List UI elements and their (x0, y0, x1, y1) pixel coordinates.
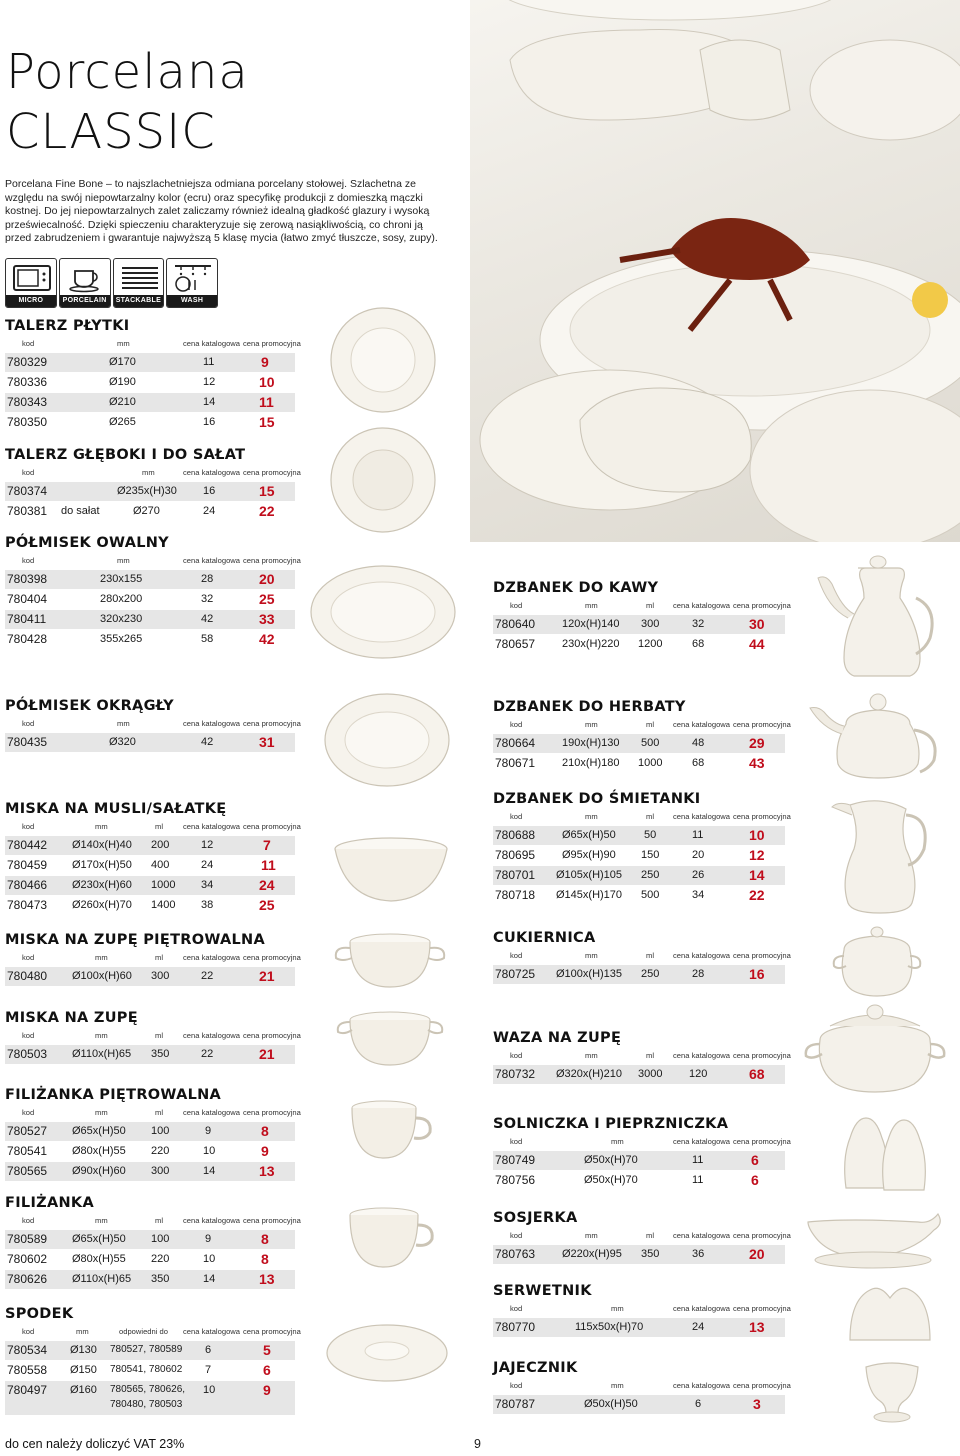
section-dzbanek-smietanki (493, 791, 791, 906)
table-header: kod mm cena katalogowa cena promocyjna (22, 556, 301, 565)
wash-label: WASH (167, 295, 217, 307)
salt-pepper-image (834, 1112, 934, 1194)
table-row: 780671 210x(H)180 1000 68 43 (495, 755, 765, 771)
table-row: 780640 120x(H)140 300 32 30 (493, 615, 785, 634)
salad-bowl-image (332, 835, 450, 905)
porcelain-label: PORCELAIN (60, 295, 110, 307)
table-row: 780695 Ø95x(H)90 150 20 12 (495, 847, 765, 863)
section-waza (493, 1030, 791, 1085)
table-row: 780374 Ø235x(H)30 16 15 (5, 482, 295, 501)
table-row: 780497 Ø160 780565, 780626, 780480, 780503 10 9 (5, 1381, 295, 1415)
section-title: TALERZ PŁYTKI (5, 318, 130, 334)
table-header: kod mm ml cena katalogowa cena promocyjna (510, 951, 791, 960)
table-row: 780336 Ø190 12 10 (7, 374, 275, 390)
table-row: 780657 230x(H)220 1200 68 44 (495, 636, 765, 652)
table-header: kod mm cena katalogowa cena promocyjna (22, 468, 301, 477)
table-row: 780749 Ø50x(H)70 11 6 (493, 1151, 785, 1170)
table-header: kod mm cena katalogowa cena promocyjna (510, 1304, 791, 1313)
section-polmisek-okragly (5, 698, 301, 753)
table-row: 780503 Ø110x(H)65 350 22 21 (5, 1045, 295, 1064)
table-row: 780602 Ø80x(H)55 220 10 8 (7, 1251, 269, 1267)
table-row: 780350 Ø265 16 15 (7, 414, 275, 430)
table-row: 780381 do sałat Ø270 24 22 (7, 503, 275, 519)
dishwasher-icon (173, 262, 213, 294)
table-row: 780688 Ø65x(H)50 50 11 10 (493, 826, 785, 845)
stack-cup-image (340, 1098, 440, 1168)
section-sosjerka (493, 1210, 791, 1265)
section-title: PÓŁMISEK OKRĄGŁY (5, 698, 174, 714)
saucer-image (322, 1318, 452, 1388)
table-row: 780435 Ø320 42 31 (5, 733, 295, 752)
section-title: FILIŻANKA PIĘTROWALNA (5, 1087, 222, 1103)
table-row: 780718 Ø145x(H)170 500 34 22 (495, 887, 765, 903)
section-title: MISKA NA MUSLI/SAŁATKĘ (5, 801, 227, 817)
section-miska-zupe-pietrowa (5, 932, 301, 987)
teapot-image (806, 684, 951, 784)
table-header: kod mm ml cena katalogowa cena promocyjna (510, 1051, 791, 1060)
table-row: 780527 Ø65x(H)50 100 9 8 (5, 1122, 295, 1141)
section-dzbanek-kawy (493, 580, 791, 655)
table-row: 780411 320x230 42 33 (5, 610, 295, 629)
section-title: SOLNICZKA I PIEPRZNICZKA (493, 1116, 729, 1132)
section-miska-musli (5, 801, 301, 916)
section-title: JAJECZNIK (493, 1360, 578, 1376)
table-row: 780329 Ø170 11 9 (5, 353, 295, 372)
section-talerz-plytki (5, 318, 301, 433)
stack-soup-bowl-image (330, 930, 450, 998)
table-row: 780558 Ø150 780541, 780602 7 6 (7, 1362, 271, 1378)
table-row: 780756 Ø50x(H)70 11 6 (495, 1172, 759, 1188)
micro-badge (5, 258, 57, 308)
coffee-pot-image (808, 548, 948, 680)
sugar-bowl-image (822, 922, 932, 1000)
round-platter-image (322, 690, 452, 790)
section-polmisek-owalny (5, 535, 301, 650)
section-title: SERWETNIK (493, 1283, 592, 1299)
table-row: 780732 Ø320x(H)210 3000 120 68 (493, 1065, 785, 1084)
section-title: DZBANEK DO HERBATY (493, 699, 686, 715)
plate-image (328, 305, 438, 415)
section-title: DZBANEK DO KAWY (493, 580, 659, 596)
table-row: 780565 Ø90x(H)60 300 14 13 (5, 1162, 295, 1181)
table-header: kod mm ml cena katalogowa cena promocyjna (22, 822, 301, 831)
table-row: 780541 Ø80x(H)55 220 10 9 (7, 1143, 269, 1159)
table-header: kod mm ml cena katalogowa cena promocyjna (510, 720, 791, 729)
section-cukiernica (493, 930, 791, 985)
section-title: MISKA NA ZUPĘ (5, 1010, 138, 1026)
stackable-badge (113, 258, 165, 308)
section-jajecznik (493, 1360, 791, 1415)
cup-image (340, 1205, 440, 1277)
table-row: 780701 Ø105x(H)105 250 26 14 (493, 866, 785, 885)
tureen-image (800, 1000, 950, 1100)
porcelain-badge (59, 258, 111, 308)
deep-plate-image (328, 425, 438, 535)
section-filizanka (5, 1195, 301, 1290)
table-row: 780473 Ø260x(H)70 1400 38 25 (7, 897, 275, 913)
table-row: 780763 Ø220x(H)95 350 36 20 (493, 1245, 785, 1264)
stack-icon (120, 262, 160, 294)
intro-text: Porcelana Fine Bone – to najszlachetniejsza odmiana porcelany stołowej. Szlachetna ze względu na swój niepowtarzalny kolor (ecru) oraz specyfikę produkcji z domieszką mączki kostnej. Do jej niepowtarzalnych zalet zaliczamy również idealną gładkość glazury i wysoką przeświecalność. Dzięki spieczeniu charakteryzuje się zerową nasiąkliwością, co chroni ją przed zabrudzeniem i gwarantuje najwyższą 5 klasę mycia (łatwo zmyć tłuszcze, sosy, zupy). (5, 178, 438, 245)
table-row: 780428 355x265 58 42 (7, 631, 275, 647)
table-row: 780626 Ø110x(H)65 350 14 13 (5, 1270, 295, 1289)
table-header: kod mm cena katalogowa cena promocyjna (510, 1381, 791, 1390)
section-title: WAZA NA ZUPĘ (493, 1030, 622, 1046)
section-title: FILIŻANKA (5, 1195, 94, 1211)
wash-badge (166, 258, 218, 308)
table-header: kod mm ml cena katalogowa cena promocyjna (22, 953, 301, 962)
table-header: kod mm odpowiedni do cena katalogowa cena promocyjna (22, 1327, 301, 1336)
table-row: 780664 190x(H)130 500 48 29 (493, 734, 785, 753)
table-header: kod mm cena katalogowa cena promocyjna (22, 719, 301, 728)
section-title: CUKIERNICA (493, 930, 596, 946)
section-solniczka (493, 1116, 791, 1191)
table-row: 780787 Ø50x(H)50 6 3 (493, 1395, 785, 1414)
table-header: kod mm ml cena katalogowa cena promocyjna (22, 1031, 301, 1040)
section-filizanka-pietrowa (5, 1087, 301, 1182)
micro-label: MICRO (6, 295, 56, 307)
section-miska-zupe (5, 1010, 301, 1065)
table-row: 780398 230x155 28 20 (5, 570, 295, 589)
table-row: 780343 Ø210 14 11 (5, 393, 295, 412)
table-header: kod mm cena katalogowa cena promocyjna (510, 1137, 791, 1146)
table-header: kod mm cena katalogowa cena promocyjna (22, 339, 301, 348)
table-header: kod mm ml cena katalogowa cena promocyjna (22, 1108, 301, 1117)
microwave-icon (12, 262, 52, 294)
section-title: SOSJERKA (493, 1210, 578, 1226)
table-row: 780459 Ø170x(H)50 400 24 11 (7, 857, 276, 873)
section-serwetnik (493, 1283, 791, 1338)
page-title-line2: CLASSIC (6, 104, 216, 160)
creamer-image (820, 785, 940, 920)
oval-platter-image (308, 562, 458, 662)
table-row: 780725 Ø100x(H)135 250 28 16 (493, 965, 785, 984)
table-row: 780404 280x200 32 25 (7, 591, 275, 607)
napkin-holder-image (840, 1278, 940, 1350)
cup-icon (66, 262, 106, 294)
feature-icons (5, 258, 218, 308)
soup-bowl-image (330, 1008, 450, 1073)
gravy-boat-image (798, 1202, 948, 1272)
section-title: SPODEK (5, 1306, 74, 1322)
table-row: 780589 Ø65x(H)50 100 9 8 (5, 1230, 295, 1249)
table-header: kod mm ml cena katalogowa cena promocyjna (510, 1231, 791, 1240)
section-title: MISKA NA ZUPĘ PIĘTROWALNA (5, 932, 266, 948)
section-dzbanek-herbaty (493, 699, 791, 774)
table-header: kod mm ml cena katalogowa cena promocyjna (510, 812, 791, 821)
table-row: 780442 Ø140x(H)40 200 12 7 (5, 836, 295, 855)
hero-photo (470, 0, 960, 542)
table-header: kod mm ml cena katalogowa cena promocyjna (510, 601, 791, 610)
page-number: 9 (474, 1437, 481, 1451)
vat-note: do cen należy doliczyć VAT 23% (5, 1437, 185, 1451)
section-title: PÓŁMISEK OWALNY (5, 535, 169, 551)
section-talerz-gleboki (5, 447, 301, 522)
egg-cup-image (852, 1355, 932, 1425)
stackable-label: STACKABLE (114, 295, 164, 307)
table-row: 780466 Ø230x(H)60 1000 34 24 (5, 876, 295, 895)
page-title-line1: Porcelana (6, 44, 249, 100)
table-row: 780534 Ø130 780527, 780589 6 5 (5, 1341, 295, 1360)
section-title: DZBANEK DO ŚMIETANKI (493, 791, 701, 807)
table-header: kod mm ml cena katalogowa cena promocyjna (22, 1216, 301, 1225)
table-row: 780770 115x50x(H)70 24 13 (493, 1318, 785, 1337)
section-title: TALERZ GŁĘBOKI I DO SAŁAT (5, 447, 246, 463)
table-row: 780480 Ø100x(H)60 300 22 21 (5, 967, 295, 986)
section-spodek (5, 1306, 301, 1416)
